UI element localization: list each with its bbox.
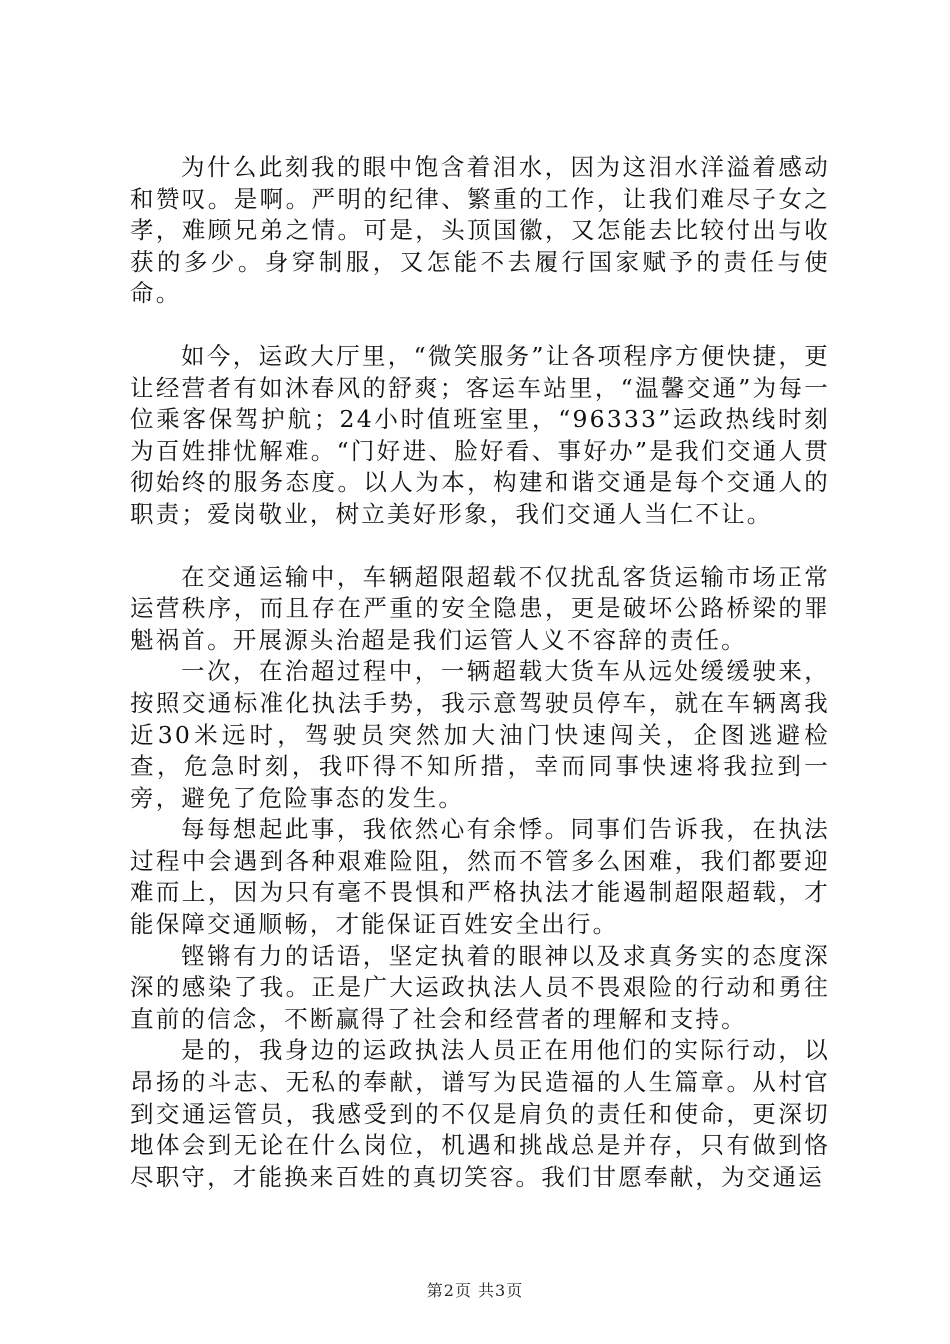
paragraph-3: 在交通运输中，车辆超限超载不仅扰乱客货运输市场正常运营秩序，而且存在严重的安全隐患，更是破坏公路桥梁的罪魁祸首。开展源头治超是我们运管人义不容辞的责任。 [130,562,830,654]
paragraph-2: 如今，运政大厅里，“微笑服务”让各项程序方便快捷，更让经营者有如沐春风的舒爽；客运车站里，“温馨交通”为每一位乘客保驾护航；24小时值班室里，“96333”运政热线时刻为百姓排忧解难。“门好进、脸好看、事好办”是我们交通人贯彻始终的服务态度。以人为本，构建和谐交通是每个交通人的职责；爱岗敬业，树立美好形象，我们交通人当仁不让。 [130,341,830,528]
page-number-footer: 第2页 共3页 [426,1281,524,1300]
paragraph-7: 是的，我身边的运政执法人员正在用他们的实际行动，以昂扬的斗志、无私的奉献，谱写为民造福的人生篇章。从村官到交通运管员，我感受到的不仅是肩负的责任和使命，更深切地体会到无论在什么岗位，机遇和挑战总是并存，只有做到恪尽职守，才能换来百姓的真切笑容。我们甘愿奉献，为交通运 [130,1036,830,1191]
paragraph-4: 一次，在治超过程中，一辆超载大货车从远处缓缓驶来，按照交通标准化执法手势，我示意驾驶员停车，就在车辆离我近30米远时，驾驶员突然加大油门快速闯关，企图逃避检查，危急时刻，我吓得不知所措，幸而同事快速将我拉到一旁，避免了危险事态的发生。 [130,657,830,812]
paragraph-5: 每每想起此事，我依然心有余悸。同事们告诉我，在执法过程中会遇到各种艰难险阻，然而不管多么困难，我们都要迎难而上，因为只有毫不畏惧和严格执法才能遏制超限超载，才能保障交通顺畅，才能保证百姓安全出行。 [130,815,830,939]
document-body [130,152,830,1193]
paragraph-1: 为什么此刻我的眼中饱含着泪水，因为这泪水洋溢着感动和赞叹。是啊。严明的纪律、繁重的工作，让我们难尽子女之孝，难顾兄弟之情。可是，头顶国徽，又怎能去比较付出与收获的多少。身穿制服，又怎能不去履行国家赋予的责任与使命。 [130,153,830,308]
paragraph-6: 铿锵有力的话语，坚定执着的眼神以及求真务实的态度深深的感染了我。正是广大运政执法人员不畏艰险的行动和勇往直前的信念，不断赢得了社会和经营者的理解和支持。 [130,941,830,1033]
